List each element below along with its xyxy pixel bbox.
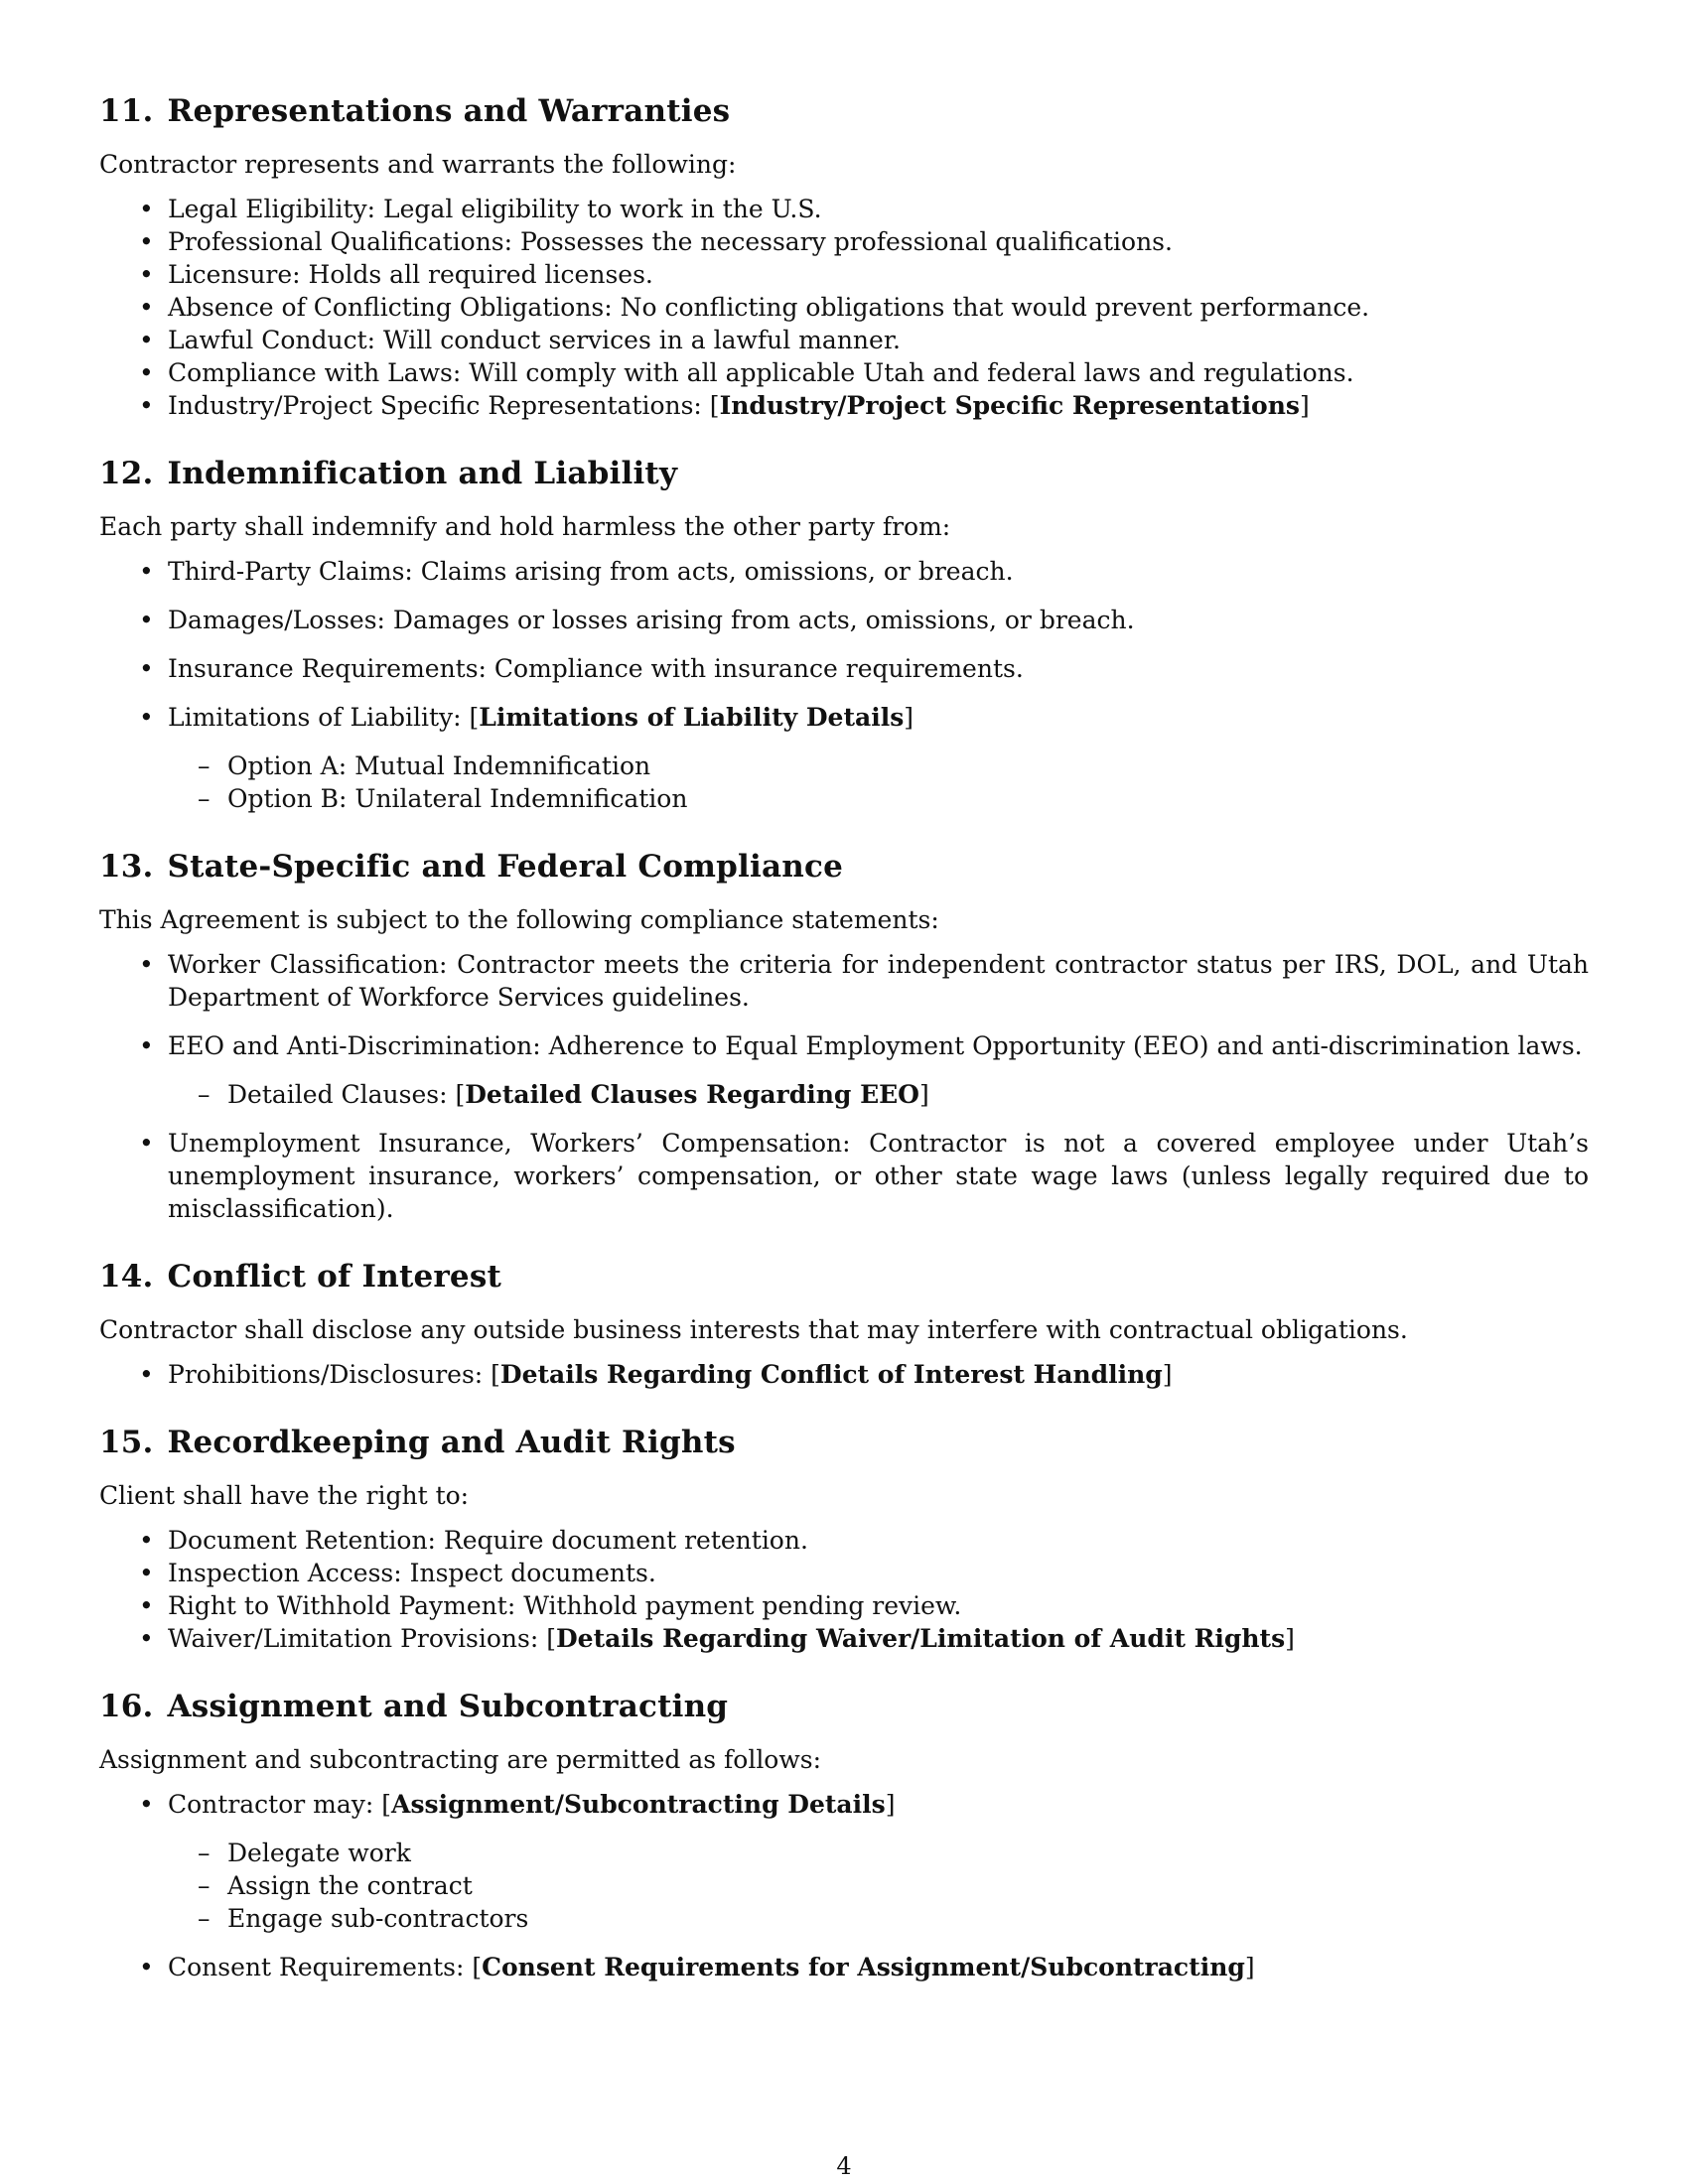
section-heading: 16. Assignment and Subcontracting — [99, 1689, 729, 1724]
section-heading: 11. Representations and Warranties — [99, 93, 731, 129]
placeholder-field: Details Regarding Conflict of Interest Handling — [499, 1360, 1163, 1389]
list-item: • Insurance Requirements: Compliance with insurance requirements. — [99, 652, 1589, 685]
sub-list-item: – Assign the contract — [168, 1869, 1589, 1902]
list-item: • Limitations of Liability: [Limitations of Liability Details] – Option A: Mutual Indemnification – Option B: Unilateral Indemnification — [99, 701, 1589, 815]
section-intro: Contractor represents and warrants the following: — [99, 150, 737, 179]
item-label: Prohibitions/Disclosures: — [168, 1360, 484, 1389]
list-item: • Contractor may: [Assignment/Subcontracting Details] – Delegate work – Assign the contract – Engage sub-contractors — [99, 1788, 1589, 1935]
sub-list — [168, 1078, 1589, 1111]
section-13 — [99, 847, 1589, 1225]
sub-list-item: – Delegate work — [168, 1837, 1589, 1869]
placeholder-field: Industry/Project Specific Representations — [719, 391, 1300, 420]
sub-list — [168, 1837, 1589, 1935]
section-16 — [99, 1687, 1589, 1983]
item-label: Detailed Clauses: — [227, 1080, 448, 1109]
section-heading: 15. Recordkeeping and Audit Rights — [99, 1425, 736, 1460]
item-label: Contractor may: — [168, 1790, 374, 1819]
bullet-list — [99, 948, 1589, 1225]
section-heading: 13. State-Specific and Federal Compliance — [99, 849, 843, 885]
sub-list — [168, 750, 1589, 815]
list-item: • Professional Qualifications: Possesses the necessary professional qualifications. — [99, 225, 1589, 258]
sub-list-item: – Detailed Clauses: [Detailed Clauses Regarding EEO] — [168, 1078, 1589, 1111]
bullet-list — [99, 1524, 1589, 1655]
section-heading: 14. Conflict of Interest — [99, 1259, 502, 1295]
list-item: • Document Retention: Require document retention. — [99, 1524, 1589, 1557]
item-label: Industry/Project Specific Representations: — [168, 391, 702, 420]
bullet-list — [99, 1358, 1589, 1391]
list-item: • Worker Classification: Contractor meets the criteria for independent contractor status per IRS, DOL, and Utah Department of Workforce Services guidelines. — [99, 948, 1589, 1014]
list-item: • Legal Eligibility: Legal eligibility to work in the U.S. — [99, 193, 1589, 225]
item-text: EEO and Anti-Discrimination: Adherence to Equal Employment Opportunity (EEO) and anti-discrimination laws. — [168, 1031, 1583, 1060]
section-intro: Client shall have the right to: — [99, 1481, 470, 1510]
sub-list-item: – Option B: Unilateral Indemnification — [168, 782, 1589, 815]
list-item: • Right to Withhold Payment: Withhold payment pending review. — [99, 1589, 1589, 1622]
section-intro: This Agreement is subject to the following compliance statements: — [99, 905, 939, 934]
placeholder-field: Consent Requirements for Assignment/Subcontracting — [482, 1953, 1245, 1981]
section-intro: Contractor shall disclose any outside business interests that may interfere with contractual obligations. — [99, 1315, 1408, 1344]
list-item: • Waiver/Limitation Provisions: [Details Regarding Waiver/Limitation of Audit Rights] — [99, 1622, 1589, 1655]
section-14 — [99, 1257, 1589, 1391]
sub-list-item: – Engage sub-contractors — [168, 1902, 1589, 1935]
section-intro: Assignment and subcontracting are permitted as follows: — [99, 1745, 822, 1774]
list-item: • Lawful Conduct: Will conduct services in a lawful manner. — [99, 324, 1589, 356]
page-number: 4 — [836, 2152, 852, 2180]
list-item: • Industry/Project Specific Representations: [Industry/Project Specific Representations] — [99, 389, 1589, 422]
list-item: • Compliance with Laws: Will comply with all applicable Utah and federal laws and regulations. — [99, 356, 1589, 389]
list-item: • Damages/Losses: Damages or losses arising from acts, omissions, or breach. — [99, 604, 1589, 636]
section-11 — [99, 91, 1589, 422]
list-item: • Unemployment Insurance, Workers’ Compensation: Contractor is not a covered employee under Utah’s unemployment insurance, workers’ compensation, or other state wage laws (unless legally required due to misclassification). — [99, 1127, 1589, 1225]
section-intro: Each party shall indemnify and hold harmless the other party from: — [99, 512, 951, 541]
item-label: Waiver/Limitation Provisions: — [168, 1624, 539, 1653]
list-item: • Inspection Access: Inspect documents. — [99, 1557, 1589, 1589]
section-heading: 12. Indemnification and Liability — [99, 456, 678, 491]
section-12 — [99, 454, 1589, 815]
bullet-list — [99, 555, 1589, 815]
bullet-list — [99, 1788, 1589, 1983]
list-item: • Licensure: Holds all required licenses. — [99, 258, 1589, 291]
section-15 — [99, 1423, 1589, 1655]
list-item: • Consent Requirements: [Consent Requirements for Assignment/Subcontracting] — [99, 1951, 1589, 1983]
placeholder-field: Limitations of Liability Details — [479, 703, 905, 732]
list-item: • Absence of Conflicting Obligations: No conflicting obligations that would prevent performance. — [99, 291, 1589, 324]
item-label: Consent Requirements: — [168, 1953, 465, 1981]
placeholder-field: Detailed Clauses Regarding EEO — [465, 1080, 919, 1109]
document-page — [99, 91, 1589, 1983]
sub-list-item: – Option A: Mutual Indemnification — [168, 750, 1589, 782]
placeholder-field: Assignment/Subcontracting Details — [391, 1790, 886, 1819]
list-item — [99, 1029, 1589, 1111]
list-item: • Prohibitions/Disclosures: [Details Regarding Conflict of Interest Handling] — [99, 1358, 1589, 1391]
list-item: • Third-Party Claims: Claims arising from acts, omissions, or breach. — [99, 555, 1589, 588]
bullet-list — [99, 193, 1589, 422]
item-label: Limitations of Liability: — [168, 703, 462, 732]
placeholder-field: Details Regarding Waiver/Limitation of Audit Rights — [555, 1624, 1286, 1653]
